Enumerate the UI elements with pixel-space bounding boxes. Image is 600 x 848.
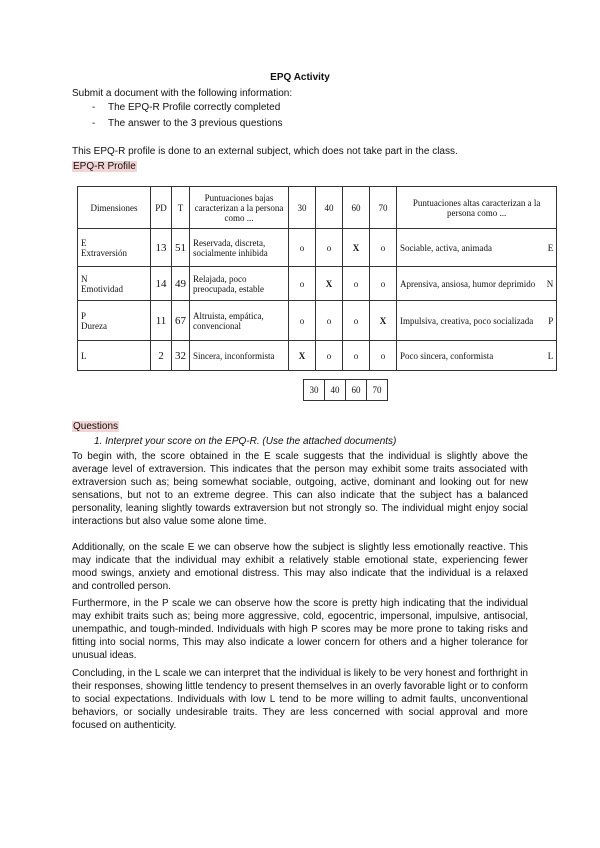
table-row [78, 341, 557, 371]
paragraph-e-scale: To begin with, the score obtained in the E scale suggests that the individual is slightly above the average level of extraversion. This indicates that the person may exhibit some traits associated with extraversion such as; being somewhat sociable, outgoing, active, dominant and looking out for new sensations, but not to an extreme degree. This can also indicate that the subject has a balanced personality, leaning slightly towards extraversion but not strongly so. The individual might enjoy social interactions but also value some alone time. [72, 451, 528, 527]
dimension-letter: L [538, 341, 557, 371]
dimension-letter: E [538, 229, 557, 267]
high-description: Impulsiva, creativa, poco socializada [397, 301, 539, 341]
mark-cell: o [289, 267, 316, 301]
profile-label [72, 161, 137, 172]
profile-label-text: EPQ-R Profile [73, 161, 136, 172]
dimension-cell [78, 229, 151, 267]
mark-cell: o [316, 301, 343, 341]
bullet-dash-icon: - [92, 118, 96, 129]
mark-cell: o [343, 301, 370, 341]
t-value: 32 [172, 341, 190, 371]
dimension-code: P [81, 310, 87, 321]
x-mark-icon: X [289, 341, 316, 371]
scale-60: 60 [346, 380, 367, 401]
scale-70: 70 [367, 380, 388, 401]
header-puntuaciones-altas: Puntuaciones altas caracterizan a la persona como ... [397, 187, 557, 229]
bullet-item: The answer to the 3 previous questions [108, 118, 283, 129]
context-text: This EPQ-R profile is done to an external subject, which does not take part in the class. [72, 146, 458, 157]
t-value: 67 [172, 301, 190, 341]
scale-40: 40 [325, 380, 346, 401]
dimension-name: Extraversión [81, 247, 127, 258]
intro-text: Submit a document with the following information: [72, 88, 293, 99]
dimension-name: Emotividad [81, 283, 123, 294]
table-row [78, 267, 557, 301]
header-pd: PD [151, 187, 172, 229]
dimension-cell [78, 267, 151, 301]
mark-cell: o [343, 267, 370, 301]
high-description: Sociable, activa, animada [397, 229, 539, 267]
x-mark-icon: X [343, 229, 370, 267]
pd-value: 11 [151, 301, 172, 341]
question-1: 1. Interpret your score on the EPQ-R. (Use the attached documents) [94, 436, 397, 447]
low-description: Sincera, inconformista [190, 341, 289, 371]
header-scale-60: 60 [343, 187, 370, 229]
dimension-code: E [81, 237, 87, 248]
header-scale-30: 30 [289, 187, 316, 229]
x-mark-icon: X [370, 301, 397, 341]
scale-30: 30 [304, 380, 325, 401]
table-row [78, 229, 557, 267]
pd-value: 2 [151, 341, 172, 371]
high-description: Aprensiva, ansiosa, humor deprimido [397, 267, 539, 301]
pd-value: 13 [151, 229, 172, 267]
low-description: Relajada, poco preocupada, estable [190, 267, 289, 301]
high-description: Poco sincera, conformista [397, 341, 539, 371]
mark-cell: o [316, 229, 343, 267]
t-value: 51 [172, 229, 190, 267]
paragraph-p-scale: Furthermore, in the P scale we can observe how the score is pretty high indicating that the individual may exhibit traits such as; being more aggressive, cold, egocentric, impersonal, impulsive, antisocial, unempathic, and tough-minded. Individuals with high P scores may be more prone to taking risks and fitting into social norms, This may also indicate a lower concern for others and a higher tolerance for unusual ideas. [72, 598, 528, 661]
header-dimensiones: Dimensiones [78, 187, 151, 229]
document-title: EPQ Activity [270, 72, 330, 83]
header-scale-70: 70 [370, 187, 397, 229]
mark-cell: o [343, 341, 370, 371]
mark-cell: o [370, 267, 397, 301]
dimension-letter: P [538, 301, 557, 341]
dimension-cell [78, 301, 151, 341]
epq-profile-table [77, 186, 557, 371]
paragraph-l-scale: Concluding, in the L scale we can interpret that the individual is likely to be very honest and forthright in their responses, showing little tendency to present themselves in an overly favorable light or to conform to social expectations. Individuals with low L tend to be more willing to admit faults, unconventional behaviors, or socially undesirable traits. They are less concerned with social approval and more focused on authenticity. [72, 668, 528, 731]
mark-cell: o [316, 341, 343, 371]
dimension-code: N [81, 273, 88, 284]
header-t: T [172, 187, 190, 229]
dimension-letter: N [538, 267, 557, 301]
dimension-cell [78, 341, 151, 371]
questions-label-text: Questions [73, 421, 119, 432]
mark-cell: o [289, 301, 316, 341]
questions-heading [72, 421, 119, 432]
paragraph-n-scale: Additionally, on the scale E we can observe how the subject is slightly less emotionally reactive. This may indicate that the individual may exhibit a relatively stable emotional state, experiencing fewer mood swings, anxiety and emotional distress. This may also indicate that the individual is a relaxed and controlled person. [72, 542, 528, 592]
bottom-scale-row [303, 379, 388, 401]
bullet-dash-icon: - [92, 102, 96, 113]
header-scale-40: 40 [316, 187, 343, 229]
t-value: 49 [172, 267, 190, 301]
dimension-name: Dureza [81, 320, 107, 331]
mark-cell: o [370, 229, 397, 267]
x-mark-icon: X [316, 267, 343, 301]
mark-cell: o [289, 229, 316, 267]
header-puntuaciones-bajas: Puntuaciones bajas caracterizan a la persona como ... [190, 187, 289, 229]
table-header-row [78, 187, 557, 229]
low-description: Reservada, discreta, socialmente inhibida [190, 229, 289, 267]
pd-value: 14 [151, 267, 172, 301]
mark-cell: o [370, 341, 397, 371]
low-description: Altruista, empática, convencional [190, 301, 289, 341]
dimension-code: L [81, 350, 87, 361]
table-row [78, 301, 557, 341]
bullet-item: The EPQ-R Profile correctly completed [108, 102, 281, 113]
